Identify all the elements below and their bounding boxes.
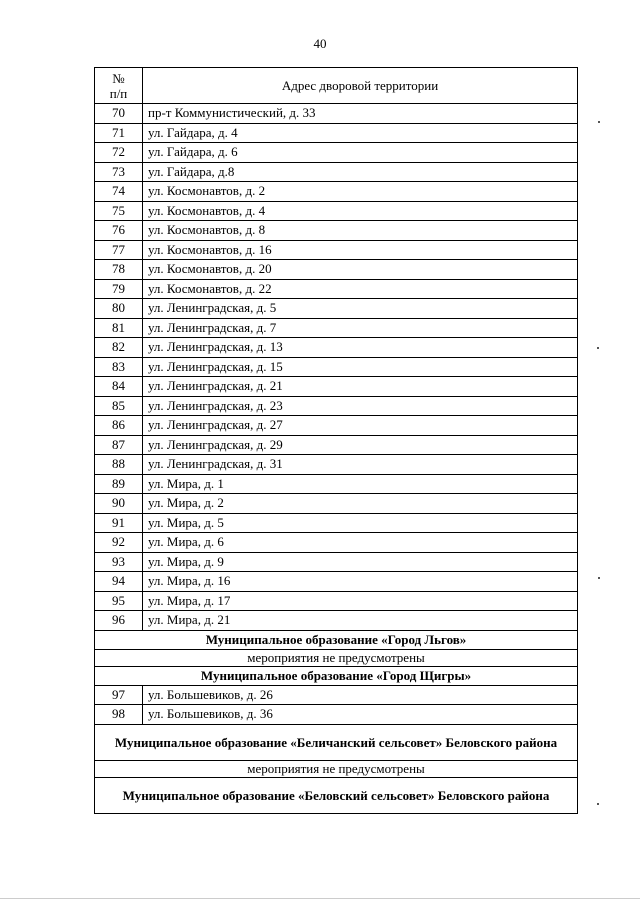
table-row xyxy=(95,279,578,299)
table-row xyxy=(95,357,578,377)
row-number: 87 xyxy=(95,435,143,455)
note-row xyxy=(95,760,578,777)
row-address: ул. Большевиков, д. 36 xyxy=(143,705,578,725)
row-address: ул. Большевиков, д. 26 xyxy=(143,685,578,705)
section-header-row xyxy=(95,724,578,760)
table-row xyxy=(95,416,578,436)
row-number: 70 xyxy=(95,104,143,124)
table-row xyxy=(95,533,578,553)
section-title: Муниципальное образование «Город Льгов» xyxy=(95,630,578,649)
row-address: ул. Ленинградская, д. 15 xyxy=(143,357,578,377)
row-number: 86 xyxy=(95,416,143,436)
row-number: 97 xyxy=(95,685,143,705)
table-row xyxy=(95,162,578,182)
section-header-row xyxy=(95,666,578,685)
row-address: ул. Мира, д. 2 xyxy=(143,494,578,514)
page-number: 40 xyxy=(313,36,327,51)
table-row xyxy=(95,572,578,592)
section-header-row xyxy=(95,777,578,813)
table-row xyxy=(95,705,578,725)
row-number: 83 xyxy=(95,357,143,377)
row-number: 91 xyxy=(95,513,143,533)
section-header-row xyxy=(95,630,578,649)
section-title: Муниципальное образование «Беловский сельсовет» Беловского района xyxy=(95,777,578,813)
row-address: ул. Космонавтов, д. 20 xyxy=(143,260,578,280)
row-number: 98 xyxy=(95,705,143,725)
table-row xyxy=(95,260,578,280)
address-table xyxy=(94,67,578,814)
table-row xyxy=(95,377,578,397)
row-number: 94 xyxy=(95,572,143,592)
row-address: ул. Мира, д. 21 xyxy=(143,611,578,631)
row-address: ул. Мира, д. 17 xyxy=(143,591,578,611)
table-row xyxy=(95,182,578,202)
table-row xyxy=(95,221,578,241)
row-number: 95 xyxy=(95,591,143,611)
row-number: 74 xyxy=(95,182,143,202)
row-number: 82 xyxy=(95,338,143,358)
row-address: пр-т Коммунистический, д. 33 xyxy=(143,104,578,124)
table-row xyxy=(95,396,578,416)
row-address: ул. Гайдара, д. 4 xyxy=(143,123,578,143)
table-row xyxy=(95,318,578,338)
table-row xyxy=(95,435,578,455)
section-title: Муниципальное образование «Город Щигры» xyxy=(95,666,578,685)
table-row xyxy=(95,143,578,163)
table-body xyxy=(95,104,578,814)
row-address: ул. Ленинградская, д. 7 xyxy=(143,318,578,338)
row-number: 96 xyxy=(95,611,143,631)
row-number: 77 xyxy=(95,240,143,260)
table-row xyxy=(95,591,578,611)
row-number: 75 xyxy=(95,201,143,221)
row-address: ул. Космонавтов, д. 2 xyxy=(143,182,578,202)
scan-mark xyxy=(597,803,599,805)
row-number: 79 xyxy=(95,279,143,299)
row-number: 89 xyxy=(95,474,143,494)
table-row xyxy=(95,338,578,358)
table-header-row xyxy=(95,68,578,104)
row-address: ул. Космонавтов, д. 22 xyxy=(143,279,578,299)
row-number: 93 xyxy=(95,552,143,572)
table-row xyxy=(95,104,578,124)
row-number: 81 xyxy=(95,318,143,338)
row-address: ул. Космонавтов, д. 4 xyxy=(143,201,578,221)
table-row xyxy=(95,123,578,143)
header-address: Адрес дворовой территории xyxy=(143,68,578,104)
row-address: ул. Мира, д. 5 xyxy=(143,513,578,533)
row-address: ул. Ленинградская, д. 29 xyxy=(143,435,578,455)
row-address: ул. Гайдара, д. 6 xyxy=(143,143,578,163)
row-address: ул. Ленинградская, д. 21 xyxy=(143,377,578,397)
row-number: 73 xyxy=(95,162,143,182)
row-address: ул. Ленинградская, д. 13 xyxy=(143,338,578,358)
row-address: ул. Ленинградская, д. 5 xyxy=(143,299,578,319)
scan-mark xyxy=(598,121,600,123)
row-address: ул. Ленинградская, д. 31 xyxy=(143,455,578,475)
row-number: 85 xyxy=(95,396,143,416)
table-row xyxy=(95,513,578,533)
table-row xyxy=(95,299,578,319)
note-row xyxy=(95,649,578,666)
table-row xyxy=(95,494,578,514)
row-number: 88 xyxy=(95,455,143,475)
table-row xyxy=(95,240,578,260)
table-row xyxy=(95,611,578,631)
row-address: ул. Мира, д. 1 xyxy=(143,474,578,494)
table-row xyxy=(95,201,578,221)
section-note: мероприятия не предусмотрены xyxy=(95,760,578,777)
table-row xyxy=(95,685,578,705)
row-number: 78 xyxy=(95,260,143,280)
table-row xyxy=(95,552,578,572)
row-address: ул. Мира, д. 9 xyxy=(143,552,578,572)
row-number: 90 xyxy=(95,494,143,514)
scan-edge xyxy=(0,898,640,899)
row-number: 84 xyxy=(95,377,143,397)
row-number: 80 xyxy=(95,299,143,319)
row-number: 72 xyxy=(95,143,143,163)
header-number: № п/п xyxy=(95,68,143,104)
row-address: ул. Гайдара, д.8 xyxy=(143,162,578,182)
row-address: ул. Космонавтов, д. 8 xyxy=(143,221,578,241)
row-number: 92 xyxy=(95,533,143,553)
row-address: ул. Ленинградская, д. 27 xyxy=(143,416,578,436)
table-row xyxy=(95,455,578,475)
row-number: 71 xyxy=(95,123,143,143)
row-number: 76 xyxy=(95,221,143,241)
row-address: ул. Мира, д. 6 xyxy=(143,533,578,553)
row-address: ул. Космонавтов, д. 16 xyxy=(143,240,578,260)
scan-mark xyxy=(598,577,600,579)
scan-mark xyxy=(597,347,599,349)
row-address: ул. Ленинградская, д. 23 xyxy=(143,396,578,416)
table-row xyxy=(95,474,578,494)
row-address: ул. Мира, д. 16 xyxy=(143,572,578,592)
section-title: Муниципальное образование «Беличанский сельсовет» Беловского района xyxy=(95,724,578,760)
section-note: мероприятия не предусмотрены xyxy=(95,649,578,666)
